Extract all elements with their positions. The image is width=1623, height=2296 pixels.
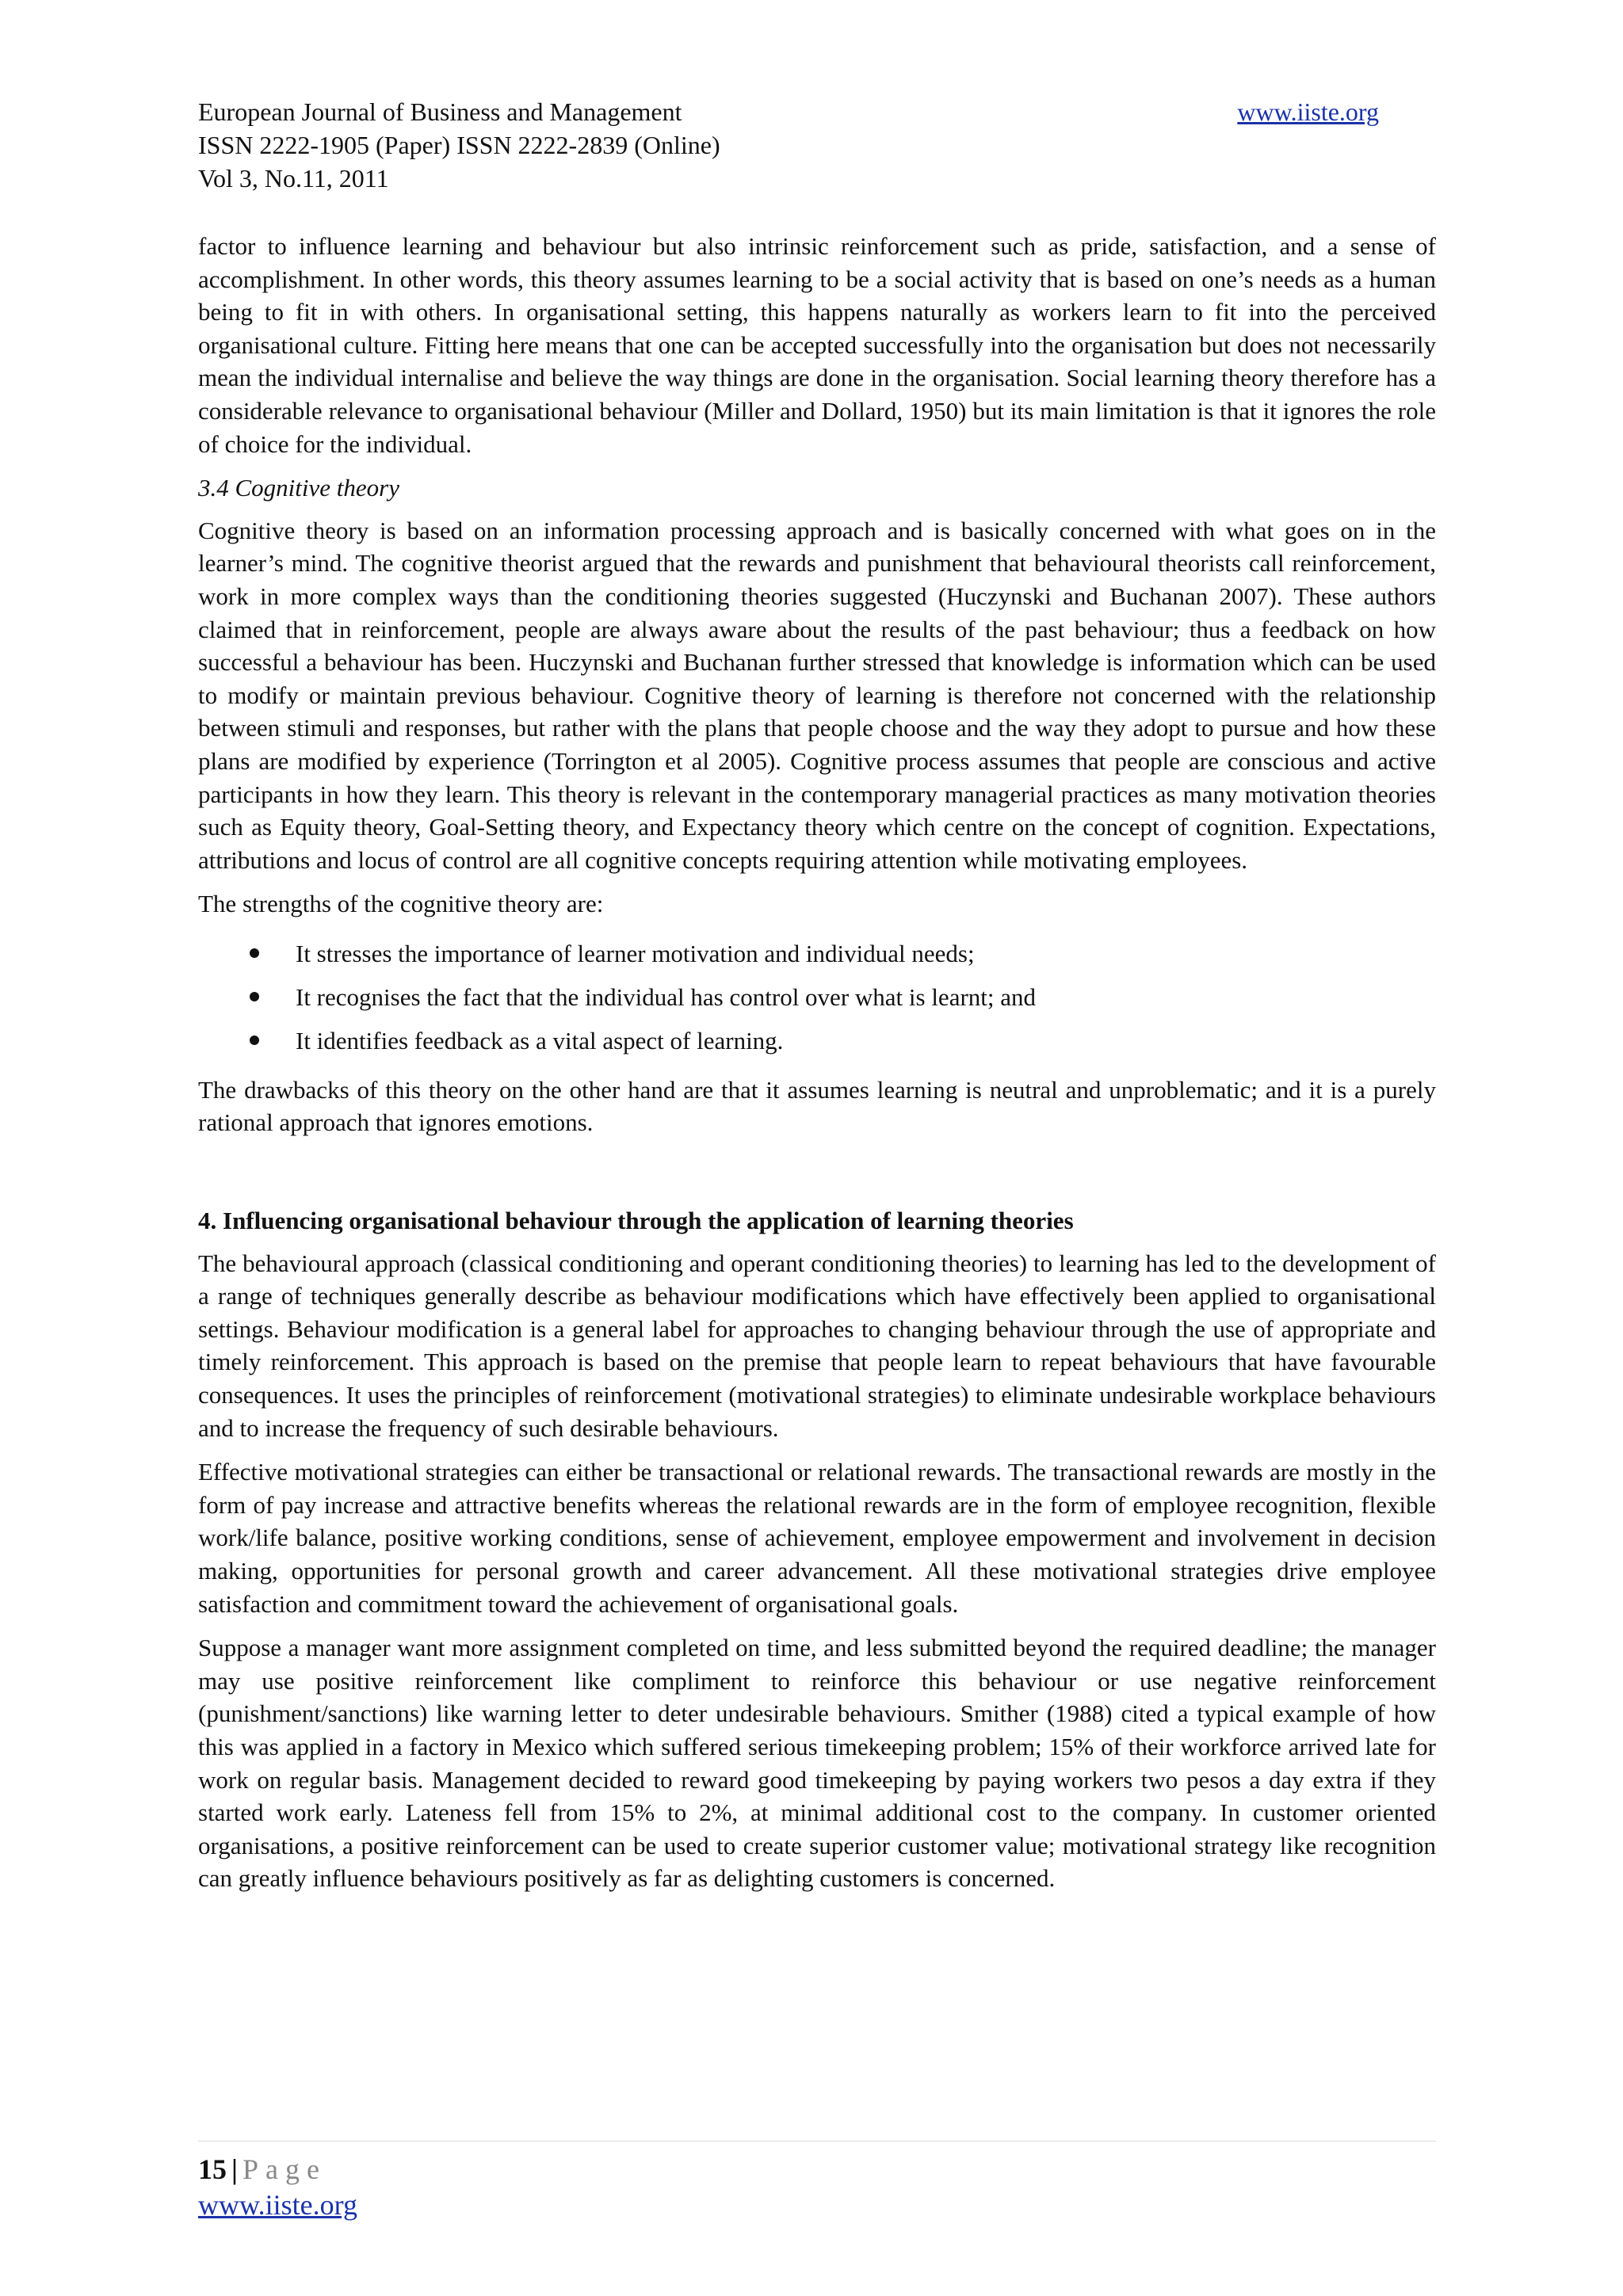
paragraph-manager-example: Suppose a manager want more assignment completed on time, and less submitted beyond the required deadline; the manager may use positive reinforcement like compliment to reinforce this behaviour or use negative reinforcement (punishment/sanctions) like warning letter to deter undesirable behaviours. Smither (1988) cited a typical example of how this was applied in a factory in Mexico which suffered serious timekeeping problem; 15% of their workforce arrived late for work on regular basis. Management decided to reward good timekeeping by paying workers two pesos a day extra if they started work early. Lateness fell from 15% to 2%, at minimal additional cost to the company. In customer oriented organisations, a positive reinforcement can be used to create superior customer value; motivational strategy like recognition can greatly influence behaviours positively as far as delighting customers is concerned.: [198, 1634, 1436, 1893]
bullet-icon: [250, 1035, 259, 1045]
list-item: [198, 932, 1436, 975]
section-3-4-title: 3.4 Cognitive theory: [198, 474, 399, 502]
page-separator: |: [231, 2153, 238, 2185]
bullet-icon: [250, 992, 259, 1001]
page-number-line: [198, 2151, 1436, 2187]
paragraph-drawbacks: The drawbacks of this theory on the other hand are that it assumes learning is neutral and unproblematic; and it is a purely rational approach that ignores emotions.: [198, 1075, 1436, 1137]
paragraph-behavioural-approach: The behavioural approach (classical conditioning and operant conditioning theories) to learning has led to the development of a range of techniques generally describe as behaviour modifications which have effectively been applied to organisational settings. Behaviour modification is a general label for approaches to changing behaviour through the use of appropriate and timely reinforcement. This approach is based on the premise that people learn to repeat behaviours that have favourable consequences. It uses the principles of reinforcement (motivational strategies) to eliminate undesirable workplace behaviours and to increase the frequency of such desirable behaviours.: [198, 1249, 1436, 1442]
list-item: [198, 975, 1436, 1019]
journal-issn: ISSN 2222-1905 (Paper) ISSN 2222-2839 (Online): [198, 131, 720, 159]
paragraph-cognitive-theory: Cognitive theory is based on an information processing approach and is basically concerned with what goes on in the learner’s mind. The cognitive theorist argued that the rewards and punishment that behavioural theorists call reinforcement, work in more complex ways than the conditioning theories suggested (Huczynski and Buchanan 2007). These authors claimed that in reinforcement, people are always aware about the results of the past behaviour; thus a feedback on how successful a behaviour has been. Huczynski and Buchanan further stressed that knowledge is information which can be used to modify or maintain previous behaviour. Cognitive theory of learning is therefore not concerned with the relationship between stimuli and responses, but rather with the plans that people choose and the way they adopt to pursue and how these plans are modified by experience (Torrington et al 2005). Cognitive process assumes that people are conscious and active participants in how they learn. This theory is relevant in the contemporary managerial practices as many motivation theories such as Equity theory, Goal-Setting theory, and Expectancy theory which centre on the concept of cognition. Expectations, attributions and locus of control are all cognitive concepts requiring attention while motivating employees.: [198, 516, 1436, 874]
journal-volume: Vol 3, No.11, 2011: [198, 164, 389, 193]
list-item-text: It identifies feedback as a vital aspect of learning.: [296, 1026, 784, 1055]
journal-header: [198, 95, 1436, 195]
footer-website-link[interactable]: www.iiste.org: [198, 2189, 357, 2221]
paragraph-social-learning-continued: factor to influence learning and behaviour but also intrinsic reinforcement such as pride, satisfaction, and a sense of accomplishment. In other words, this theory assumes learning to be a social activity that is based on one’s needs as a human being to fit in with others. In organisational setting, this happens naturally as workers learn to fit into the perceived organisational culture. Fitting here means that one can be accepted successfully into the organisation but does not necessarily mean the individual internalise and believe the way things are done in the organisation. Social learning theory therefore has a considerable relevance to organisational behaviour (Miller and Dollard, 1950) but its main limitation is that it ignores the role of choice for the individual.: [198, 232, 1436, 458]
paragraph-strengths-intro: The strengths of the cognitive theory are:: [198, 890, 604, 918]
section-4-heading: 4. Influencing organisational behaviour through the application of learning theories: [198, 1207, 1074, 1235]
page-footer: [198, 2141, 1436, 2222]
footer-divider: [198, 2141, 1436, 2142]
journal-name: European Journal of Business and Management: [198, 97, 682, 126]
list-item-text: It stresses the importance of learner motivation and individual needs;: [296, 939, 975, 967]
page-number: 15: [198, 2153, 227, 2185]
page-label: Page: [242, 2153, 327, 2185]
strengths-list: [198, 932, 1436, 1062]
bullet-icon: [250, 948, 259, 958]
header-website-link[interactable]: www.iiste.org: [1237, 97, 1379, 126]
list-item-text: It recognises the fact that the individual has control over what is learnt; and: [296, 982, 1037, 1011]
page-content: [198, 95, 1436, 1906]
article-body: [198, 230, 1436, 1895]
list-item: [198, 1019, 1436, 1062]
paragraph-motivational-strategies: Effective motivational strategies can either be transactional or relational rewards. The transactional rewards are mostly in the form of pay increase and attractive benefits whereas the relational rewards are in the form of employee recognition, flexible work/life balance, positive working conditions, sense of achievement, employee empowerment and involvement in decision making, opportunities for personal growth and career advancement. All these motivational strategies drive employee satisfaction and commitment toward the achievement of organisational goals.: [198, 1458, 1436, 1618]
